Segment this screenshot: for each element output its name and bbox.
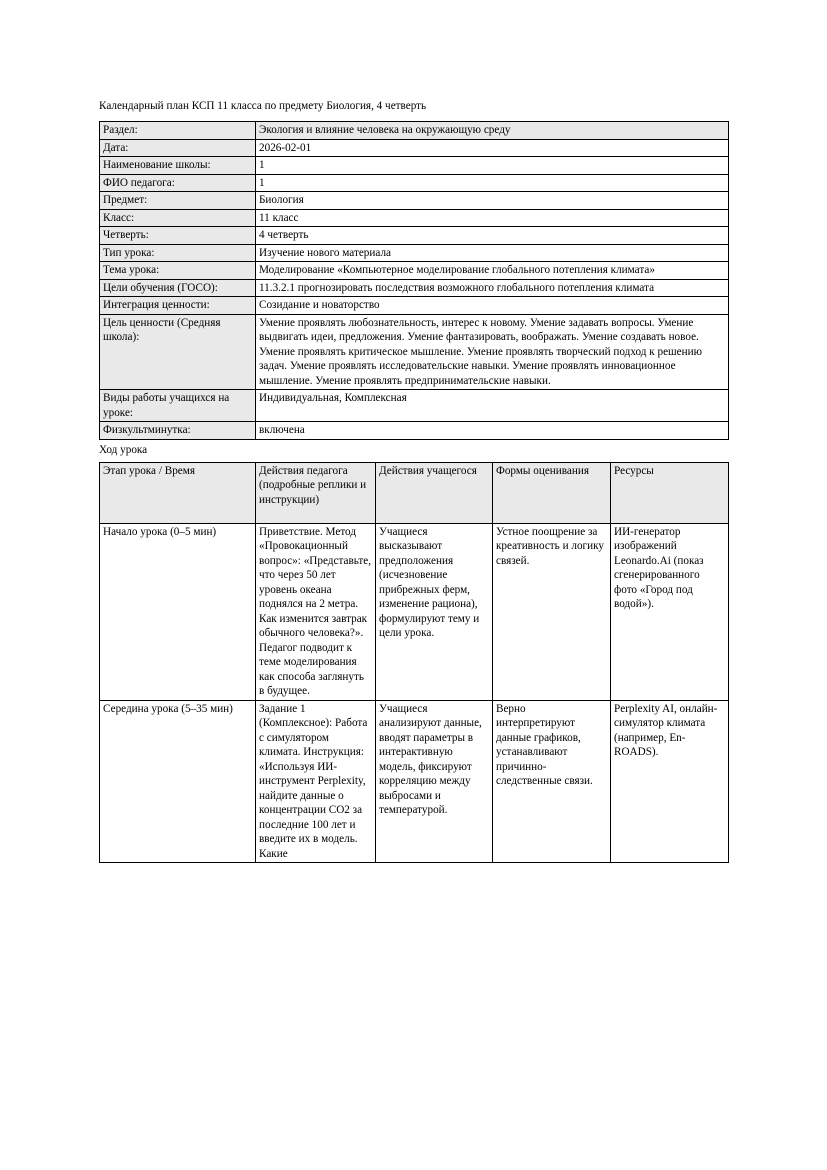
column-header-stage: Этап урока / Время xyxy=(100,462,256,523)
cell-student-actions: Учащиеся высказывают предположения (исчезновение прибрежных ферм, изменение рациона), формулируют тему и цели урока. xyxy=(376,523,493,700)
info-value: 1 xyxy=(256,157,729,175)
page-title: Календарный план КСП 11 класса по предмету Биология, 4 четверть xyxy=(99,100,427,112)
cell-student-actions: Учащиеся анализируют данные, вводят параметры в интерактивную модель, фиксируют корреляцию между выбросами и температурой. xyxy=(376,700,493,863)
table-row xyxy=(100,139,729,157)
cell-stage: Начало урока (0–5 мин) xyxy=(100,523,256,700)
info-label: Тема урока: xyxy=(100,262,256,280)
info-value: Биология xyxy=(256,192,729,210)
info-value: Созидание и новаторство xyxy=(256,297,729,315)
info-value: Изучение нового материала xyxy=(256,244,729,262)
cell-resources: Perplexity AI, онлайн-симулятор климата (например, En-ROADS). xyxy=(611,700,729,863)
table-row xyxy=(100,297,729,315)
column-header-student-actions: Действия учащегося xyxy=(376,462,493,523)
table-row xyxy=(100,122,729,140)
info-label: ФИО педагога: xyxy=(100,174,256,192)
info-label: Предмет: xyxy=(100,192,256,210)
table-header-row xyxy=(100,462,729,523)
table-row xyxy=(100,262,729,280)
info-label: Физкультминутка: xyxy=(100,422,256,440)
info-label: Раздел: xyxy=(100,122,256,140)
column-header-resources: Ресурсы xyxy=(611,462,729,523)
info-value: 11 класс xyxy=(256,209,729,227)
table-row xyxy=(100,192,729,210)
table-row xyxy=(100,157,729,175)
cell-resources: ИИ-генератор изображений Leonardo.Ai (показ сгенерированного фото «Город под водой»). xyxy=(611,523,729,700)
cell-stage: Середина урока (5–35 мин) xyxy=(100,700,256,863)
info-label: Наименование школы: xyxy=(100,157,256,175)
info-label: Интеграция ценности: xyxy=(100,297,256,315)
table-row xyxy=(100,227,729,245)
info-label: Четверть: xyxy=(100,227,256,245)
cell-assessment: Устное поощрение за креативность и логику связей. xyxy=(493,523,611,700)
table-row xyxy=(100,174,729,192)
info-value: 4 четверть xyxy=(256,227,729,245)
lesson-flow-table xyxy=(99,462,729,864)
table-row xyxy=(100,523,729,700)
table-row xyxy=(100,314,729,390)
lesson-flow-body xyxy=(100,523,729,863)
info-value: Моделирование «Компьютерное моделирование глобального потепления климата» xyxy=(256,262,729,280)
lesson-flow-header xyxy=(100,462,729,523)
info-value: 11.3.2.1 прогнозировать последствия возможного глобального потепления климата xyxy=(256,279,729,297)
document-content xyxy=(99,99,728,863)
lesson-info-table xyxy=(99,121,729,440)
info-label: Цели обучения (ГОСО): xyxy=(100,279,256,297)
flow-section-heading: Ход урока xyxy=(99,443,148,456)
info-label: Виды работы учащихся на уроке: xyxy=(100,390,256,422)
info-value: Индивидуальная, Комплексная xyxy=(256,390,729,422)
info-value: включена xyxy=(256,422,729,440)
table-row xyxy=(100,244,729,262)
info-value: 2026-02-01 xyxy=(256,139,729,157)
cell-teacher-actions: Задание 1 (Комплексное): Работа с симулятором климата. Инструкция: «Используя ИИ-инструмент Perplexity, найдите данные о концентрации CO2 за последние 100 лет и введите их в модель. Какие xyxy=(256,700,376,863)
table-row xyxy=(100,209,729,227)
info-label: Тип урока: xyxy=(100,244,256,262)
column-header-assessment: Формы оценивания xyxy=(493,462,611,523)
info-value: Умение проявлять любознательность, интерес к новому. Умение задавать вопросы. Умение выдвигать идеи, предложения. Умение фантазировать, воображать. Умение создавать новое. Умение проявлять критическое мышление. Умение проявлять творческий подход к решению задач. Умение проявлять исследовательские навыки. Умение проявлять инновационное мышление. Умение проявлять предпринимательские навыки. xyxy=(256,314,729,390)
table-row xyxy=(100,422,729,440)
table-row xyxy=(100,390,729,422)
info-label: Цель ценности (Средняя школа): xyxy=(100,314,256,390)
info-value: Экология и влияние человека на окружающую среду xyxy=(256,122,729,140)
table-row xyxy=(100,700,729,863)
lesson-info-body xyxy=(100,122,729,440)
cell-teacher-actions: Приветствие. Метод «Провокационный вопрос»: «Представьте, что через 50 лет уровень океана поднялся на 2 метра. Как изменится завтрак обычного человека?». Педагог подводит к теме моделирования как способа заглянуть в будущее. xyxy=(256,523,376,700)
info-label: Класс: xyxy=(100,209,256,227)
column-header-teacher-actions: Действия педагога (подробные реплики и инструкции) xyxy=(256,462,376,523)
info-value: 1 xyxy=(256,174,729,192)
cell-assessment: Верно интерпретируют данные графиков, устанавливают причинно-следственные связи. xyxy=(493,700,611,863)
table-row xyxy=(100,279,729,297)
info-label: Дата: xyxy=(100,139,256,157)
